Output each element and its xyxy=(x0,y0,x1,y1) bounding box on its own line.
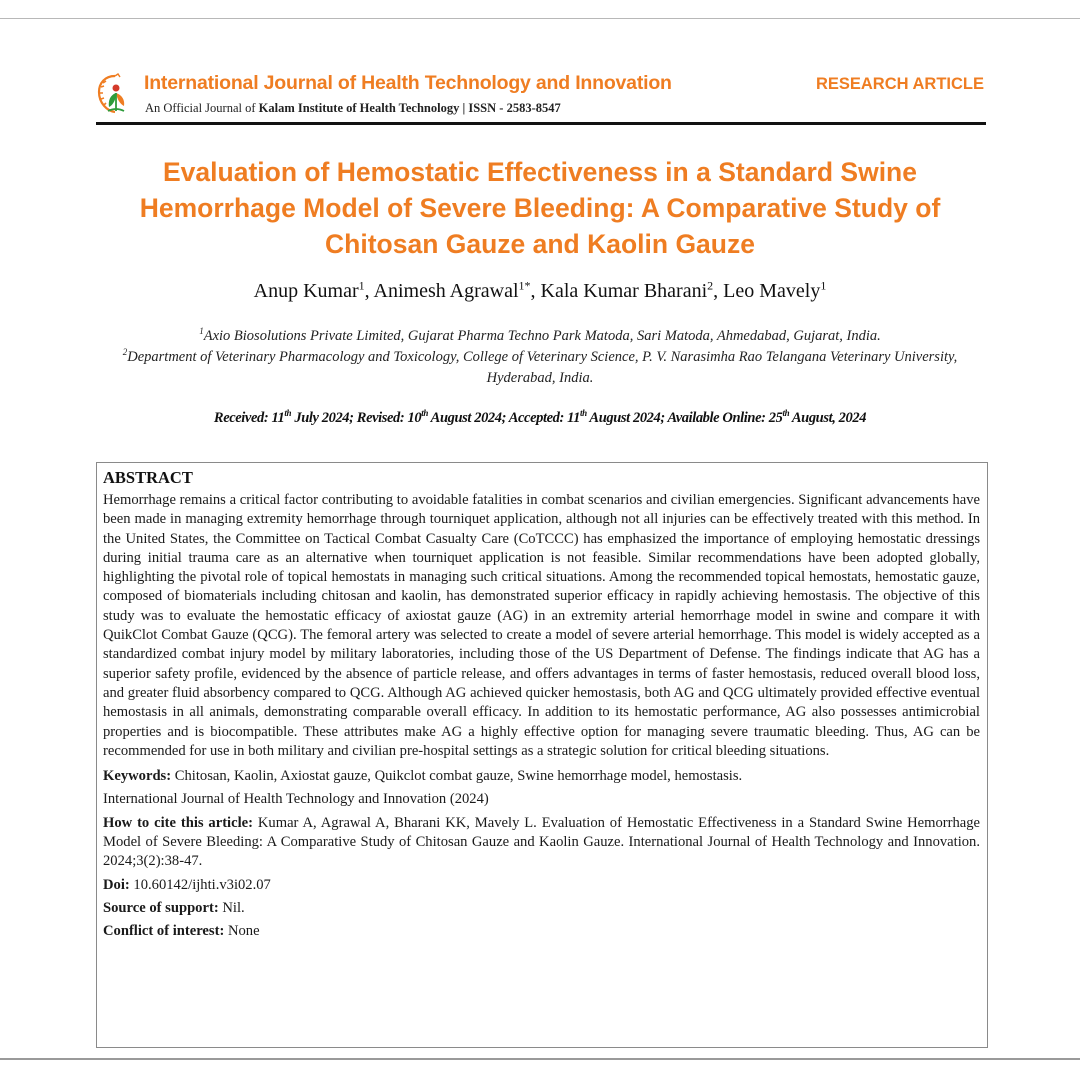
affiliation-mark: 2 xyxy=(122,347,128,358)
affiliation-mark: 1 xyxy=(199,326,204,337)
journal-subtitle xyxy=(145,101,561,116)
affiliation-text: Axio Biosolutions Private Limited, Gujarat Pharma Techno Park Matoda, Sari Matoda, Ahmedabad, Gujarat, India. xyxy=(203,328,881,344)
bottom-divider xyxy=(0,1058,1080,1060)
doi xyxy=(103,876,980,895)
conflict-label: Conflict of interest: xyxy=(103,923,225,940)
online-date-year: August, 2024 xyxy=(789,410,867,426)
date-suffix: th xyxy=(421,408,428,419)
conflict-value: None xyxy=(227,923,260,940)
author-name: Animesh Agrawal xyxy=(373,280,519,302)
author-separator: , xyxy=(530,280,541,302)
citation-text: Kumar A, Agrawal A, Bharani KK, Mavely L. Evaluation of Hemostatic Effectiveness in a Standard Swine Hemorrhage Model of Severe Bleeding: A Comparative Study of Chitosan Gauze and Kaolin Gauze. International Journal of Health Technology and Innovation. 2024;3(2):38-47. xyxy=(103,814,981,870)
author-affiliation-mark: 1 xyxy=(820,278,827,293)
author-list xyxy=(90,280,990,303)
article-title: Evaluation of Hemostatic Effectiveness in a Standard Swine Hemorrhage Model of Severe Bleeding: A Comparative Study of Chitosan Gauze and Kaolin Gauze xyxy=(139,157,941,259)
keywords-value: Chitosan, Kaolin, Axiostat gauze, Quikclot combat gauze, Swine hemorrhage model, hemostasis. xyxy=(174,768,743,785)
doi-value: 10.60142/ijhti.v3i02.07 xyxy=(133,876,271,893)
abstract-text: Hemorrhage remains a critical factor contributing to avoidable fatalities in combat scenarios and civilian emergencies. Significant advancements have been made in managing extremity hemorrhage through tourniquet application, although not all injuries can be effectively treated with this method. In the United States, the Committee on Tactical Combat Casualty Care (CoTCCC) has emphasized the importance of employing hemostatic dressings during initial trauma care as an alternative when tourniquet application is not feasible. Similar recommendations have been adopted globally, highlighting the pivotal role of topical hemostats in managing such critical situations. Among the recommended topical hemostats, hemostatic gauze, composed of biomaterials including chitosan and kaolin, has demonstrated superior efficacy in rapidly achieving hemostasis. The objective of this study was to evaluate the hemostatic efficacy of axiostat gauze (AG) in an extremity arterial hemorrhage model in swine and compare it with QuikClot Combat Gauze (QCG). The femoral artery was selected to create a model of severe arterial hemorrhage. This model is widely accepted as a standardized combat injury model by military laboratories, including those of the US Department of Defense. The findings indicate that AG has a superior safety profile, evidenced by the absence of particle release, and offers advantages in terms of faster hemostasis, reduced overall blood loss, and greater fluid absorbency compared to QCG. Although AG achieved quicker hemostasis, both AG and QCG ultimately provided effective eventual hemostasis in all animals, demonstrating comparable overall efficacy. In addition to its hemostatic performance, AG also possesses antimicrobial properties and is biocompatible. These attributes make AG a highly effective option for managing severe traumatic bleeding. Thus, AG can be recommended for use in both military and civilian pre-hospital settings as a strategic solution for critical bleeding situations. xyxy=(103,492,980,759)
author-affiliation-mark: 2 xyxy=(707,278,714,293)
author-name: Leo Mavely xyxy=(723,280,821,302)
date-suffix: th xyxy=(782,408,790,419)
conflict-of-interest xyxy=(103,922,980,941)
abstract-box xyxy=(96,462,988,1048)
accepted-date: August 2024; Accepted: 11 xyxy=(427,410,581,426)
journal-issn: | ISSN - 2583-8547 xyxy=(462,101,561,115)
source-of-support xyxy=(103,899,980,918)
keywords-label: Keywords: xyxy=(103,768,172,785)
journal-title: International Journal of Health Technology and Innovation xyxy=(144,72,672,94)
online-date: August 2024; Available Online: 25 xyxy=(586,410,783,426)
author-name: Anup Kumar xyxy=(253,280,359,302)
keywords xyxy=(103,767,980,786)
date-suffix: th xyxy=(284,408,292,419)
publication-dates xyxy=(90,410,990,427)
journal-subtitle-prefix: An Official Journal of xyxy=(145,101,256,115)
article-type-label: RESEARCH ARTICLE xyxy=(815,75,984,93)
author-name: Kala Kumar Bharani xyxy=(540,280,708,302)
abstract-heading: ABSTRACT xyxy=(103,468,193,487)
citation xyxy=(103,814,980,872)
support-value: Nil. xyxy=(222,899,245,916)
revised-date: July 2024; Revised: 10 xyxy=(291,410,422,426)
date-suffix: th xyxy=(580,408,587,419)
author-separator: , xyxy=(713,280,724,302)
support-label: Source of support: xyxy=(103,899,219,916)
received-date: Received: 11 xyxy=(213,410,285,426)
citation-label: How to cite this article: xyxy=(103,814,253,831)
header-divider xyxy=(96,122,986,125)
affiliations xyxy=(100,326,980,389)
affiliation-text: Department of Veterinary Pharmacology and Toxicology, College of Veterinary Science, P. V. Narasimha Rao Telangana Veterinary University, Hyderabad, India. xyxy=(127,349,958,386)
journal-year-line: International Journal of Health Technology and Innovation (2024) xyxy=(103,791,489,808)
author-affiliation-mark: 1 xyxy=(358,278,365,293)
journal-logo-icon xyxy=(96,73,134,115)
publisher-name: Kalam Institute of Health Technology xyxy=(258,101,460,115)
author-affiliation-mark: 1* xyxy=(518,278,531,293)
author-separator: , xyxy=(364,280,374,302)
doi-label: Doi: xyxy=(103,876,130,893)
